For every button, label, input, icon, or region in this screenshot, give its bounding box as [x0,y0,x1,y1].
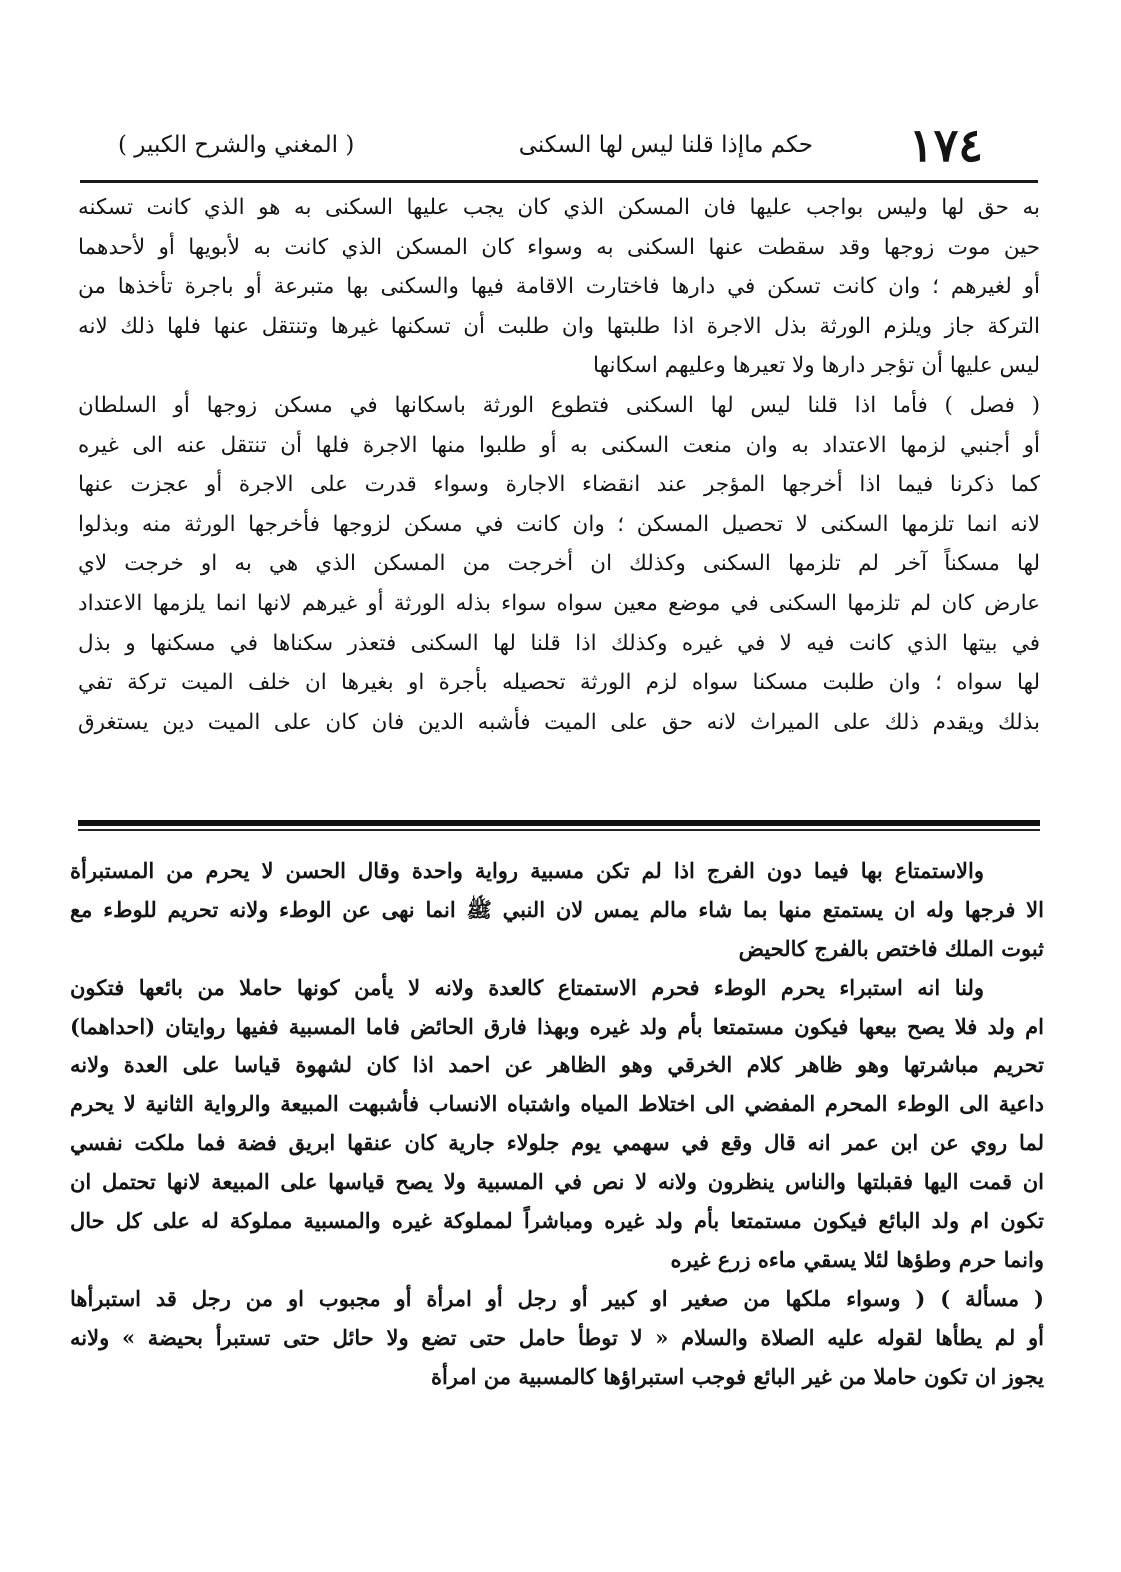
text-line: أو لغيرهم ؛ وان كانت تسكن في دارها فاختارت الاقامة فيها والسكنى بها متبرعة أو باجرة تأخذها من [78,274,1040,300]
text-line: ( فصل ) فأما اذا قلنا ليس لها السكنى فتطوع الورثة باسكانها في مسكن زوجها أو السلطان [78,392,1040,418]
text-line: لها سواه ؛ وان طلبت مسكنا سواه لزم الورثة تحصيله بأجرة او بغيرها ان خلف الميت تركة تفي [78,670,1040,696]
text-line: التركة جاز ويلزم الورثة بذل الاجرة اذا طلبتها وان طلبت أن تسكنها غيرها وتنتقل عنها فلها ذلك لانه [78,313,1040,339]
text-line: لانه انما تلزمها السكنى لا تحصيل المسكن ؛ وان كانت في مسكن لزوجها فأخرجها الورثة منه وبذلوا [78,511,1040,537]
text-line: حين موت زوجها وقد سقطت عنها السكنى به وسواء كان المسكن الذي كانت به لأبويها أو لأحدهما [78,234,1040,260]
text-line: أو لم يطأها لقوله عليه الصلاة والسلام « لا توطأ حامل حتى تضع ولا حائل حتى تستبرأ بحيضة » ولانه [70,1324,1044,1350]
separator-thin-rule [78,829,1040,831]
text-line: داعية الى الوطء المحرم المفضي الى اختلاط المياه واشتباه الانساب فأشبهت المبيعة والرواية الثانية لا يحرم [70,1091,1044,1117]
text-line: أو أجنبي لزمها الاعتداد به وان منعت السكنى به أو طلبوا منها الاجرة فلها أن تنتقل عنه الى غيره [78,432,1040,458]
text-line: كما ذكرنا فيما اذا أخرجها المؤجر عند انقضاء الاجارة وسواء قدرت على الاجرة أو عجزت عنها [78,472,1040,498]
text-line: عارض كان لم تلزمها السكنى في موضع معين سواه سواء بذله الورثة أو غيرهم لانها انما يلزمها الاعتداد [78,590,1040,616]
text-line: لما روي عن ابن عمر انه قال وقع في سهمي يوم جلولاء جارية كان عنقها ابريق فضة فما ملكت نفسي [70,1130,1044,1156]
text-line: وانما حرم وطؤها لئلا يسقي ماءه زرع غيره [670,1246,1044,1272]
section-title: حكم ماإذا قلنا ليس لها السكنى [518,132,813,158]
text-line: الا فرجها وله ان يستمتع منها بما شاء مالم يمس لان النبي ﷺ انما نهى عن الوطء ولانه تحريم للوطء مع [70,896,1044,922]
text-line: ثبوت الملك فاختص بالفرج كالحيض [738,935,1044,961]
mughni-text-block [70,852,1044,1396]
text-line: ليس عليها أن تؤجر دارها ولا تعيرها وعليهم اسكانها [593,353,1040,379]
text-line: لها مسكناً آخر لم تلزمها السكنى وكذلك ان أخرجت من المسكن الذي هي به او خرجت لاي [78,551,1040,577]
text-line: تكون ام ولد البائع فيكون مستمتعا بأم ولد غيره ومباشراً لمملوكة غيره والمسبية مملوكة له على كل حال [70,1208,1044,1234]
text-line: ( مسألة ) ( وسواء ملكها من صغير او كبير أو رجل أو امرأة أو مجبوب او من رجل قد استبرأها [70,1285,1044,1311]
header-rule [80,180,1038,183]
page-header [118,118,983,172]
separator-thick-rule [78,820,1040,826]
sharh-text-block [78,188,1040,742]
text-line: ام ولد فلا يصح بيعها فيكون مستمتعا بأم ولد غيره وبهذا فارق الحائض فاما المسبية ففيها روايتان (احداهما) [70,1013,1044,1039]
page-number: ١٧٤ [908,118,983,172]
text-line: والاستمتاع بها فيما دون الفرج اذا لم تكن مسبية رواية واحدة وقال الحسن لا يحرم من المستبرأة [70,858,984,883]
text-line: يجوز ان تكون حاملا من غير البائع فوجب استبراؤها كالمسبية من امرأة [430,1363,1044,1389]
text-line: بذلك ويقدم ذلك على الميراث لانه حق على الميت فأشبه الدين فان كان على الميت دين يستغرق [78,709,1040,735]
text-line: به حق لها وليس بواجب عليها فان المسكن الذي كان يجب عليها السكنى به هو الذي كانت تسكنه [78,195,1040,220]
text-line: في بيتها الذي كانت فيه لا في غيره وكذلك اذا قلنا لها السكنى فتعذر سكناها في مسكنها و بذل [78,630,1040,656]
text-line: تحريم مباشرتها وهو ظاهر كلام الخرقي وهو الظاهر عن احمد اذا كان لشهوة قياسا على العدة ولانه [70,1052,1044,1078]
text-line: ان قمت اليها فقبلتها والناس ينظرون ولانه لا نص في المسبية ولا يصح قياسها على المبيعة لانها تحتمل ان [70,1169,1044,1195]
book-title: ( المغني والشرح الكبير ) [118,132,355,158]
text-line: ولنا انه استبراء يحرم الوطء فحرم الاستمتاع كالعدة ولانه لا يأمن كونها حاملا من بائعها فتكون [70,974,984,1000]
section-separator [78,820,1040,834]
